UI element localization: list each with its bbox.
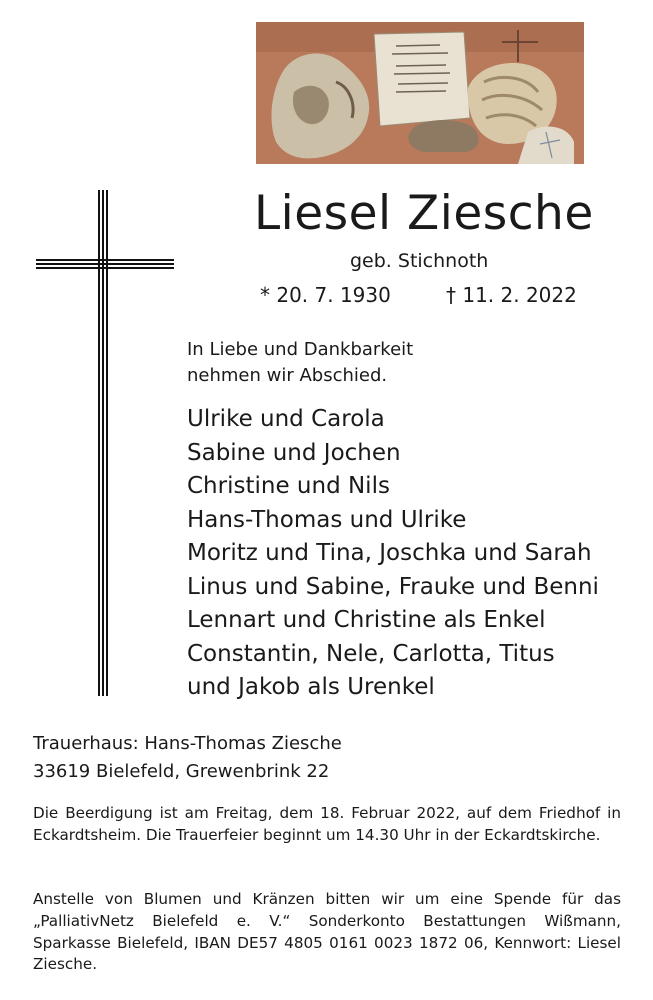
cross-icon [36, 190, 174, 696]
mourner-line: Hans-Thomas und Ulrike [187, 506, 467, 533]
mourner-line: Constantin, Nele, Carlotta, Titus [187, 640, 555, 667]
mourning-house-address [33, 730, 342, 786]
memorial-photo [256, 22, 584, 164]
memorial-stones-photo [256, 22, 584, 164]
maiden-name: geb. Stichnoth [350, 250, 489, 272]
intro-line: In Liebe und Dankbarkeit [187, 339, 414, 360]
deceased-name: Liesel Ziesche [254, 186, 594, 241]
mourner-line: Christine und Nils [187, 473, 390, 499]
intro-text [187, 337, 413, 389]
birth-date: * 20. 7. 1930 [260, 283, 391, 307]
mourner-line: Ulrike und Carola [187, 406, 385, 432]
mourner-line: Moritz und Tina, Joschka und Sarah [187, 540, 592, 566]
intro-line: nehmen wir Abschied. [187, 365, 388, 386]
mourner-line: Linus und Sabine, Frauke und Benni [187, 573, 599, 600]
mourner-line: Sabine und Jochen [187, 439, 401, 466]
address-line: Trauerhaus: Hans-Thomas Ziesche [33, 733, 342, 754]
death-date: † 11. 2. 2022 [446, 283, 577, 307]
address-line: 33619 Bielefeld, Grewenbrink 22 [33, 761, 330, 782]
mourners-list [187, 403, 599, 705]
mourner-line: Lennart und Christine als Enkel [187, 607, 546, 633]
funeral-info: Die Beerdigung ist am Freitag, dem 18. Februar 2022, auf dem Friedhof in Eckardtsheim. Die Trauerfeier beginnt um 14.30 Uhr in der Eckardtskirche. [33, 804, 621, 844]
mourner-line: und Jakob als Urenkel [187, 674, 435, 700]
donation-info: Anstelle von Blumen und Kränzen bitten wir um eine Spende für das „PalliativNetz Bielefeld e. V.“ Sonderkonto Bestattungen Wißmann, Sparkasse Bielefeld, IBAN DE57 4805 0161 0023 1872 06, Kennwort: Liesel Ziesche. [33, 890, 621, 974]
